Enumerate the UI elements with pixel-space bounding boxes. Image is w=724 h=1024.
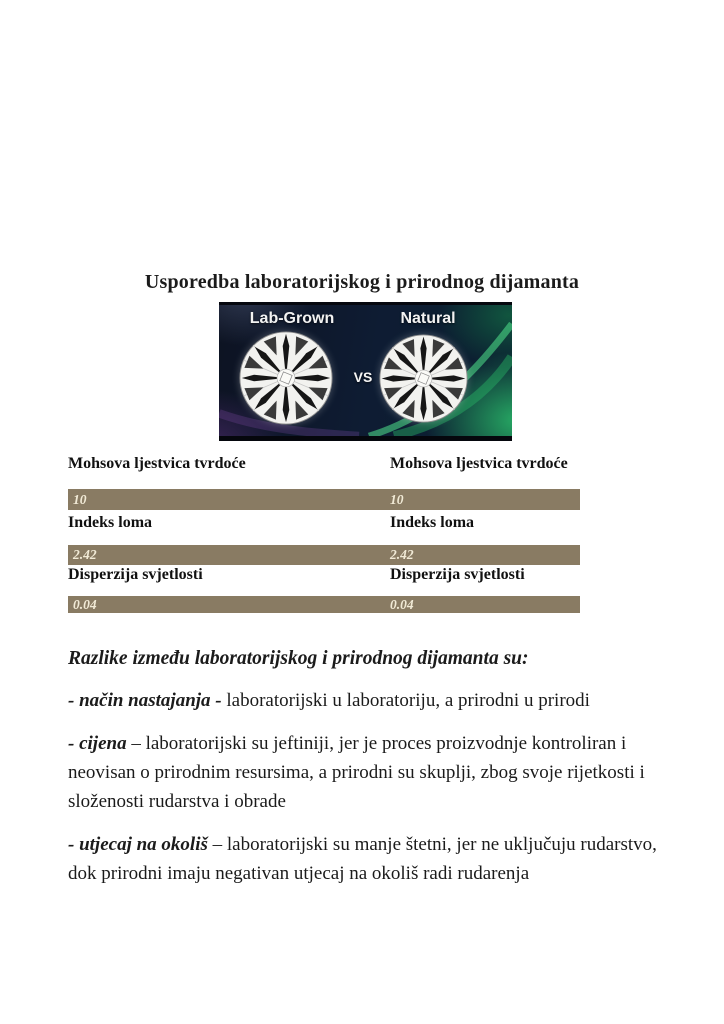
- diamond-comparison-image: [219, 302, 512, 441]
- difference-term-price: - cijena: [68, 733, 127, 754]
- page-title: Usporedba laboratorijskog i prirodnog dijamanta: [144, 271, 580, 294]
- differences-heading: Razlike između laboratorijskog i prirodnog dijamanta su:: [68, 648, 529, 669]
- bar-value-natural-dispersion: 0.04: [390, 596, 414, 612]
- metric-label-natural-refraction: Indeks loma: [390, 514, 475, 531]
- metric-label-natural-dispersion: Disperzija svjetlosti: [390, 566, 525, 583]
- metric-label-lab-dispersion: Disperzija svjetlosti: [68, 566, 203, 583]
- natural-diamond-image: [379, 334, 468, 423]
- vs-label: VS: [353, 369, 373, 385]
- difference-term-formation: - način nastajanja -: [68, 690, 222, 711]
- difference-term-environment: - utjecaj na okoliš: [68, 834, 208, 855]
- metric-label-lab-refraction: Indeks loma: [68, 514, 153, 531]
- bar-value-lab-dispersion: 0.04: [73, 596, 97, 612]
- difference-description-price: – laboratorijski su jeftiniji, jer je proces proizvodnje kontroliran i neovisan o prirodnim resursima, a prirodni su skuplji, zbog svoje rijetkosti i složenosti rudarstva i obrade: [68, 733, 645, 812]
- bar-value-lab-hardness: 10: [73, 491, 87, 507]
- difference-description-environment: – laboratorijski su manje štetni, jer ne uključuju rudarstvo, dok prirodni imaju negativan utjecaj na okoliš radi rudarenja: [68, 834, 657, 884]
- metric-label-natural-hardness: Mohsova ljestvica tvrdoće: [390, 455, 568, 472]
- lab-grown-label: Lab-Grown: [249, 310, 335, 327]
- metric-row-dispersion-labels: [68, 566, 660, 586]
- difference-description-formation: laboratorijski u laboratoriju, a prirodni u prirodi: [221, 690, 590, 711]
- difference-item-environment: [68, 830, 664, 888]
- difference-item-formation: [68, 686, 664, 715]
- metric-bar-dispersion: [68, 596, 580, 613]
- bar-value-lab-refraction: 2.42: [73, 547, 97, 562]
- differences-section: [68, 646, 664, 888]
- difference-item-price: [68, 729, 664, 816]
- metric-row-refraction-labels: [68, 514, 660, 534]
- metric-bar-refraction: [68, 545, 580, 565]
- metric-label-lab-hardness: Mohsova ljestvica tvrdoće: [68, 455, 246, 472]
- lab-grown-diamond-image: [239, 331, 333, 425]
- natural-label: Natural: [400, 310, 456, 327]
- bar-value-natural-refraction: 2.42: [390, 547, 414, 562]
- bar-value-natural-hardness: 10: [390, 491, 404, 507]
- metric-bar-hardness: [68, 489, 580, 510]
- metric-row-hardness-labels: [68, 455, 660, 475]
